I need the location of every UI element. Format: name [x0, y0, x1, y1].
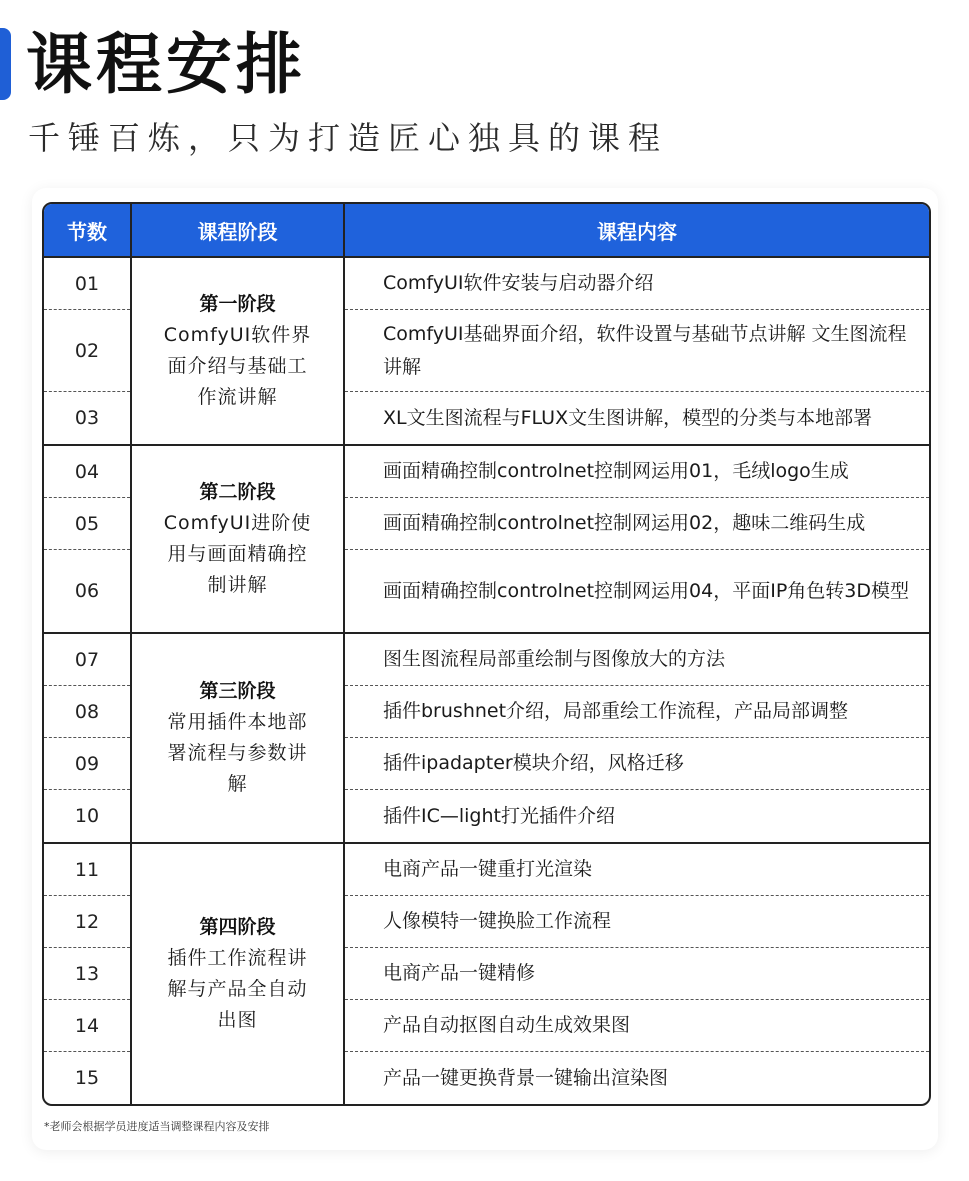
stage-description-line: 解与产品全自动: [167, 978, 308, 1000]
title-accent-bar: [0, 28, 11, 100]
lesson-number: 01: [44, 258, 130, 310]
stage-description-line: 常用插件本地部: [167, 711, 308, 733]
stage-name-cell: [132, 634, 345, 842]
page-subtitle: 千锤百炼，只为打造匠心独具的课程: [28, 119, 669, 157]
lesson-content-column: [345, 258, 929, 444]
header-course-content: 课程内容: [597, 219, 677, 244]
lesson-content: ComfyUI软件安装与启动器介绍: [345, 258, 929, 310]
stage-description-line: 署流程与参数讲: [167, 742, 308, 764]
lesson-number: 13: [44, 948, 130, 1000]
lesson-content: 画面精确控制controlnet控制网运用01，毛绒logo生成: [345, 446, 929, 498]
lesson-number: 15: [74, 1067, 100, 1089]
lesson-content: 产品自动抠图自动生成效果图: [345, 1000, 929, 1052]
lesson-number: 04: [44, 446, 130, 498]
lesson-number: 02: [44, 310, 130, 392]
lesson-number: 11: [44, 844, 130, 896]
header-lesson-number: 节数: [44, 204, 132, 256]
lesson-content: 画面精确控制controlnet控制网运用02，趣味二维码生成: [345, 498, 929, 550]
page-title: 课程安排: [26, 26, 306, 103]
lesson-content: 插件brushnet介绍，局部重绘工作流程，产品局部调整: [345, 686, 929, 738]
lesson-number: 06: [74, 580, 100, 602]
stage-group: [44, 844, 929, 1104]
stage-name-cell: [132, 258, 345, 444]
lesson-content: XL文生图流程与FLUX文生图讲解，模型的分类与本地部署: [383, 406, 873, 429]
stage-description-line: 出图: [217, 1009, 258, 1031]
stage-description-line: 面介绍与基础工: [167, 355, 308, 377]
header-course-stage: 课程阶段: [132, 204, 345, 256]
lesson-number-column: [44, 446, 132, 632]
stage-description-line: 解: [227, 773, 248, 795]
lesson-content-column: [345, 844, 929, 1104]
stage-description-line: 作流讲解: [197, 386, 278, 408]
lesson-number: 08: [44, 686, 130, 738]
lesson-content: 插件ipadapter模块介绍，风格迁移: [345, 738, 929, 790]
lesson-number: 09: [44, 738, 130, 790]
lesson-content-column: [345, 634, 929, 842]
lesson-number-column: [44, 634, 132, 842]
lesson-content: 电商产品一键精修: [345, 948, 929, 1000]
table-body: [44, 258, 929, 1104]
lesson-content: 人像模特一键换脸工作流程: [345, 896, 929, 948]
stage-title: 第二阶段: [199, 481, 276, 503]
stage-title: 第四阶段: [199, 916, 276, 938]
stage-description-line: ComfyUI软件界: [163, 324, 312, 346]
lesson-content-column: [345, 446, 929, 632]
stage-name-cell: [132, 844, 345, 1104]
stage-description-line: 用与画面精确控: [167, 543, 308, 565]
lesson-content: ComfyUI基础界面介绍，软件设置与基础节点讲解 文生图流程讲解: [345, 310, 929, 392]
lesson-number: 03: [74, 407, 100, 429]
lesson-number: 14: [44, 1000, 130, 1052]
lesson-content: 插件IC—light打光插件介绍: [383, 804, 615, 827]
stage-description-line: ComfyUI进阶使: [163, 512, 312, 534]
table-header: [44, 204, 929, 258]
stage-group: [44, 258, 929, 446]
lesson-number-column: [44, 258, 132, 444]
lesson-content: 图生图流程局部重绘制与图像放大的方法: [345, 634, 929, 686]
lesson-number: 05: [44, 498, 130, 550]
stage-title: 第一阶段: [199, 293, 276, 315]
lesson-content: 产品一键更换背景一键输出渲染图: [383, 1066, 669, 1089]
footnote: *老师会根据学员进度适当调整课程内容及安排: [44, 1120, 270, 1133]
lesson-content: 电商产品一键重打光渲染: [345, 844, 929, 896]
stage-name-cell: [132, 446, 345, 632]
lesson-number: 07: [44, 634, 130, 686]
stage-title: 第三阶段: [199, 680, 276, 702]
stage-group: [44, 634, 929, 844]
lesson-number: 12: [44, 896, 130, 948]
stage-description-line: 插件工作流程讲: [167, 947, 308, 969]
lesson-number-column: [44, 844, 132, 1104]
stage-group: [44, 446, 929, 634]
stage-description-line: 制讲解: [207, 574, 268, 596]
course-table: [42, 202, 931, 1106]
lesson-number: 10: [74, 805, 100, 827]
lesson-content: 画面精确控制controlnet控制网运用04，平面IP角色转3D模型: [383, 579, 909, 602]
